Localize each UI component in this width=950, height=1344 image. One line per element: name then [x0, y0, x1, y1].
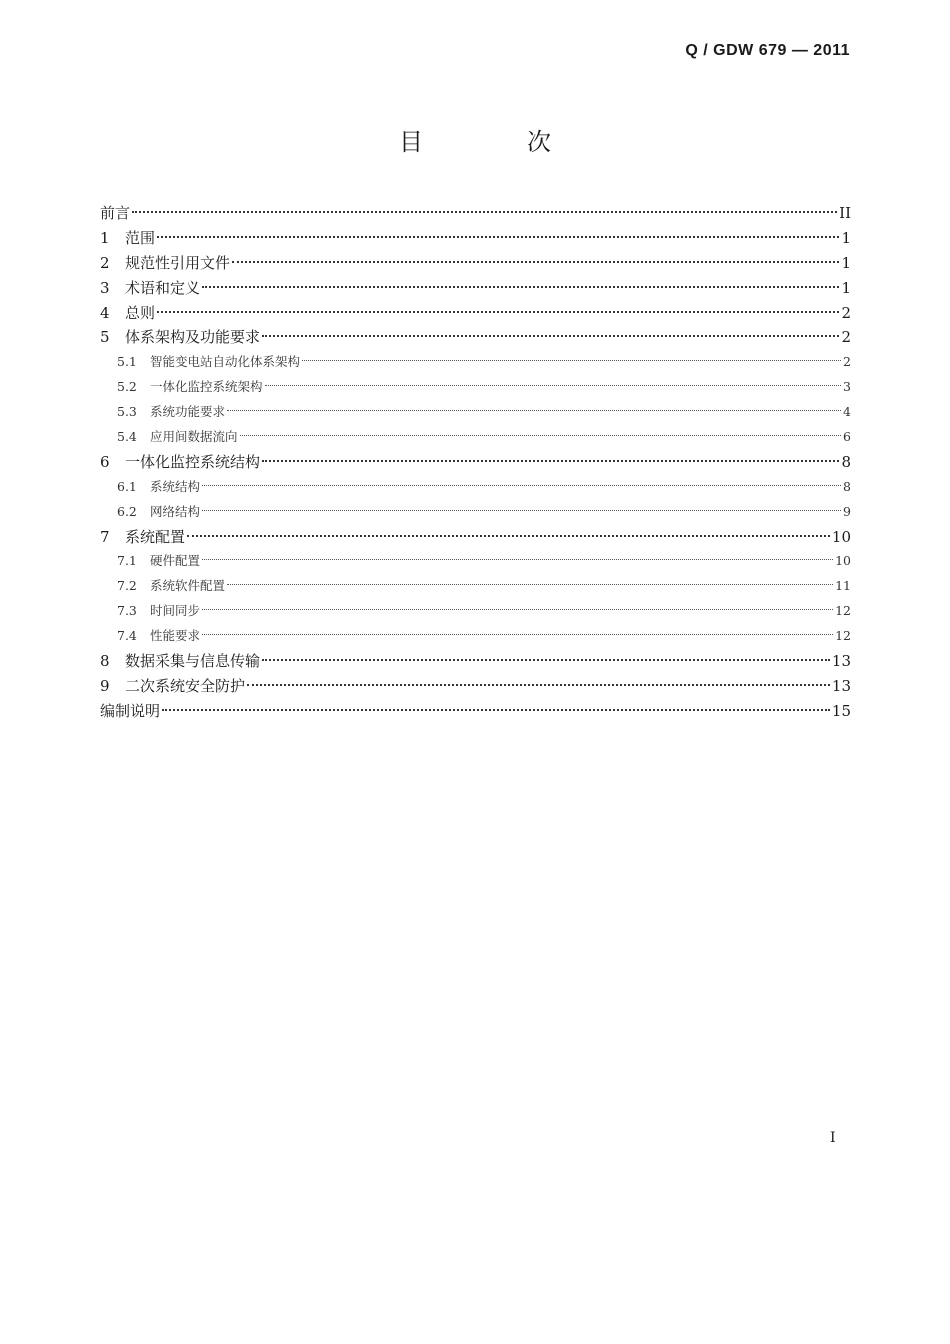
dot-leader — [232, 261, 839, 263]
toc-entry-page: 6 — [843, 429, 851, 445]
toc-entry-label: 系统功能要求 — [150, 404, 226, 420]
toc-entry-number: 3 — [100, 278, 110, 297]
toc-entry-label: 网络结构 — [150, 503, 201, 519]
toc-entry-label: 系统结构 — [150, 478, 201, 494]
toc-entry-page: 11 — [835, 578, 851, 594]
page-title: 目 次 — [399, 128, 591, 156]
table-of-contents — [100, 201, 851, 724]
dot-leader — [262, 659, 830, 661]
toc-entry[interactable] — [100, 624, 851, 649]
toc-entry-label: 一体化监控系统架构 — [150, 379, 263, 395]
toc-entry-label: 前言 — [100, 204, 131, 222]
toc-entry-number: 5.3 — [117, 404, 137, 420]
toc-entry[interactable] — [100, 674, 851, 699]
dot-leader — [227, 584, 833, 585]
toc-entry-label: 一体化监控系统结构 — [125, 452, 261, 471]
toc-entry-label: 编制说明 — [100, 701, 161, 720]
toc-entry-label: 时间同步 — [150, 603, 201, 619]
toc-entry[interactable] — [100, 325, 851, 350]
toc-entry[interactable] — [100, 251, 851, 276]
toc-entry-page: 12 — [835, 603, 851, 619]
toc-entry-number: 7.1 — [117, 553, 137, 569]
toc-entry[interactable] — [100, 475, 851, 500]
toc-entry[interactable] — [100, 500, 851, 525]
toc-entry-number: 5.1 — [117, 354, 137, 370]
toc-entry[interactable] — [100, 599, 851, 624]
dot-leader — [157, 311, 839, 313]
toc-entry-label: 规范性引用文件 — [125, 253, 231, 272]
dot-leader — [162, 709, 830, 711]
toc-entry[interactable] — [100, 699, 851, 724]
toc-entry-page: 10 — [835, 553, 851, 569]
toc-entry-number: 5.4 — [117, 429, 137, 445]
dot-leader — [202, 510, 841, 511]
toc-entry[interactable] — [100, 201, 851, 226]
toc-entry-number: 7.2 — [117, 578, 137, 594]
toc-entry-number: 1 — [100, 228, 110, 247]
dot-leader — [302, 360, 841, 361]
toc-entry-page: 8 — [843, 478, 851, 494]
toc-entry-page: 13 — [831, 676, 851, 695]
toc-entry-number: 5 — [100, 328, 110, 347]
toc-entry-page: II — [839, 204, 851, 222]
toc-entry[interactable] — [100, 301, 851, 326]
toc-entry[interactable] — [100, 574, 851, 599]
toc-entry[interactable] — [100, 425, 851, 450]
toc-entry-page: 9 — [843, 503, 851, 519]
dot-leader — [240, 435, 842, 436]
toc-entry-number: 7.3 — [117, 603, 137, 619]
toc-entry-label: 体系架构及功能要求 — [125, 328, 261, 347]
toc-entry-number: 8 — [100, 652, 110, 671]
toc-entry-label: 系统配置 — [125, 527, 186, 546]
toc-entry-page: 2 — [841, 303, 851, 322]
toc-entry-label: 应用间数据流向 — [150, 429, 238, 445]
dot-leader — [157, 236, 839, 238]
toc-entry-label: 硬件配置 — [150, 553, 201, 569]
toc-entry-number: 4 — [100, 303, 110, 322]
toc-entry-number: 2 — [100, 253, 110, 272]
toc-entry-page: 1 — [841, 278, 851, 297]
toc-entry-page: 1 — [841, 253, 851, 272]
dot-leader — [202, 634, 833, 635]
dot-leader — [202, 559, 833, 560]
dot-leader — [262, 335, 839, 337]
toc-entry[interactable] — [100, 549, 851, 574]
toc-entry[interactable] — [100, 649, 851, 674]
toc-entry-label: 系统软件配置 — [150, 578, 226, 594]
toc-entry-page: 4 — [843, 404, 851, 420]
toc-entry-number: 6.1 — [117, 478, 137, 494]
toc-entry-page: 3 — [843, 379, 851, 395]
page-number: I — [830, 1130, 836, 1146]
dot-leader — [132, 211, 837, 213]
toc-entry[interactable] — [100, 450, 851, 475]
toc-entry-number: 7 — [100, 527, 110, 546]
toc-entry[interactable] — [100, 350, 851, 375]
toc-entry[interactable] — [100, 226, 851, 251]
dot-leader — [247, 684, 830, 686]
toc-entry-label: 术语和定义 — [125, 278, 201, 297]
toc-entry[interactable] — [100, 400, 851, 425]
toc-entry-page: 13 — [831, 652, 851, 671]
toc-entry-number: 5.2 — [117, 379, 137, 395]
toc-entry-number: 6.2 — [117, 503, 137, 519]
dot-leader — [202, 286, 839, 288]
toc-entry[interactable] — [100, 375, 851, 400]
document-code: Q / GDW 679 — 2011 — [685, 42, 850, 59]
toc-entry-label: 性能要求 — [150, 628, 201, 644]
dot-leader — [187, 535, 830, 537]
toc-entry-label: 总则 — [125, 303, 156, 322]
dot-leader — [202, 609, 833, 610]
dot-leader — [265, 385, 842, 386]
toc-entry-label: 智能变电站自动化体系架构 — [150, 354, 301, 370]
toc-entry-number: 7.4 — [117, 628, 137, 644]
dot-leader — [227, 410, 841, 411]
toc-entry-label: 二次系统安全防护 — [125, 676, 246, 695]
toc-entry-number: 6 — [100, 452, 110, 471]
dot-leader — [262, 460, 839, 462]
toc-entry-label: 范围 — [125, 228, 156, 247]
toc-entry-page: 2 — [843, 354, 851, 370]
toc-entry-page: 15 — [831, 701, 851, 720]
toc-entry-page: 12 — [835, 628, 851, 644]
toc-entry-page: 2 — [841, 328, 851, 347]
toc-entry-page: 8 — [841, 452, 851, 471]
dot-leader — [202, 485, 841, 486]
toc-entry-number: 9 — [100, 676, 110, 695]
toc-entry[interactable] — [100, 525, 851, 550]
toc-entry-page: 10 — [831, 527, 851, 546]
toc-entry-label: 数据采集与信息传输 — [125, 652, 261, 671]
toc-entry[interactable] — [100, 276, 851, 301]
toc-entry-page: 1 — [841, 228, 851, 247]
